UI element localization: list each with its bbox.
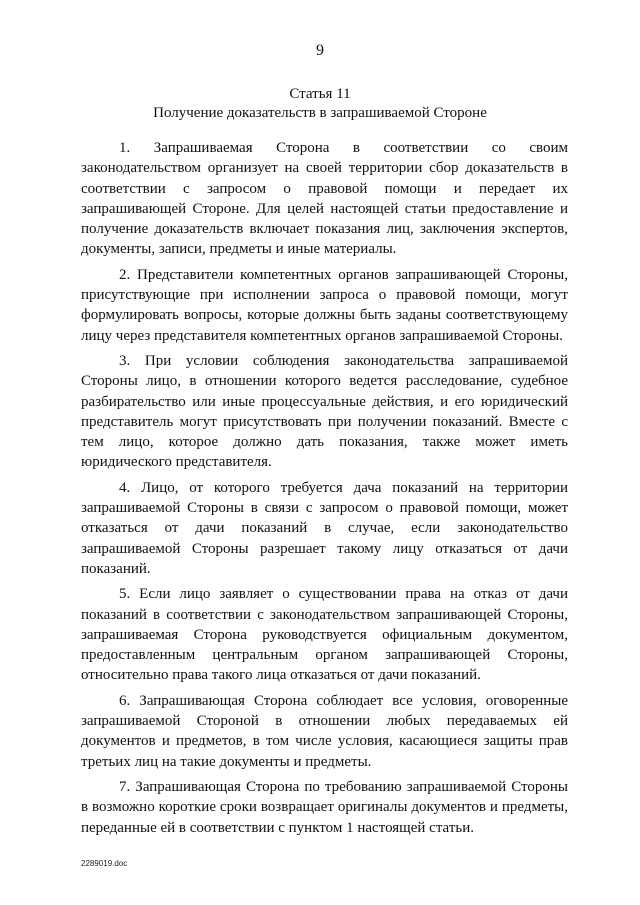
- article-heading: [0, 85, 640, 123]
- article-title: Статья 11: [289, 86, 351, 102]
- paragraph-3: 3. При условии соблюдения законодательства запрашиваемой Стороны лицо, в отношении которого ведется расследование, судебное разбирательство или иные процессуальные действия, и его юридический представитель могут присутствовать при получении показаний. Вместе с тем лицо, которое должно дать показания, также может иметь юридического представителя.: [81, 352, 568, 471]
- paragraph-5: 5. Если лицо заявляет о существовании права на отказ от дачи показаний в соответствии с законодательством запрашивающей Стороны, запрашиваемая Сторона руководствуется официальным документом, предоставленным центральным органом запрашивающей Стороны, относительно права такого лица отказаться от дачи показаний.: [81, 586, 568, 684]
- paragraph-4: 4. Лицо, от которого требуется дача показаний на территории запрашиваемой Стороны в связи с запросом о правовой помощи, может отказаться от дачи показаний в случае, если законодательство запрашиваемой Стороны разрешает такому лицу отказаться от дачи показаний.: [81, 479, 568, 577]
- paragraph-6: 6. Запрашивающая Сторона соблюдает все условия, оговоренные запрашиваемой Стороной в отношении любых передаваемых ей документов и предметов, в том числе условия, касающиеся защиты прав третьих лиц на такие документы и предметы.: [81, 692, 568, 770]
- paragraph-1: 1. Запрашиваемая Сторона в соответствии со своим законодательством организует на своей территории сбор доказательств в соответствии с запросом о правовой помощи и передает их запрашивающей Стороне. Для целей настоящей статьи предоставление и получение доказательств включает показания лиц, заключения экспертов, документы, записи, предметы и иные материалы.: [81, 140, 568, 258]
- article-subtitle: Получение доказательств в запрашиваемой Стороне: [153, 105, 487, 121]
- footer-filename: 2289019.doc: [81, 859, 128, 868]
- article-body: [81, 138, 568, 843]
- paragraph-2: 2. Представители компетентных органов запрашивающей Стороны, присутствующие при исполнении запроса о правовой помощи, могут формулировать вопросы, которые должны быть заданы соответствующему лицу через представителя компетентных органов запрашиваемой Стороны.: [81, 266, 568, 344]
- page-number: 9: [316, 42, 324, 59]
- paragraph-7: 7. Запрашивающая Сторона по требованию запрашиваемой Стороны в возможно короткие сроки возвращает оригиналы документов и предметы, переданные ей в соответствии с пунктом 1 настоящей статьи.: [81, 778, 568, 836]
